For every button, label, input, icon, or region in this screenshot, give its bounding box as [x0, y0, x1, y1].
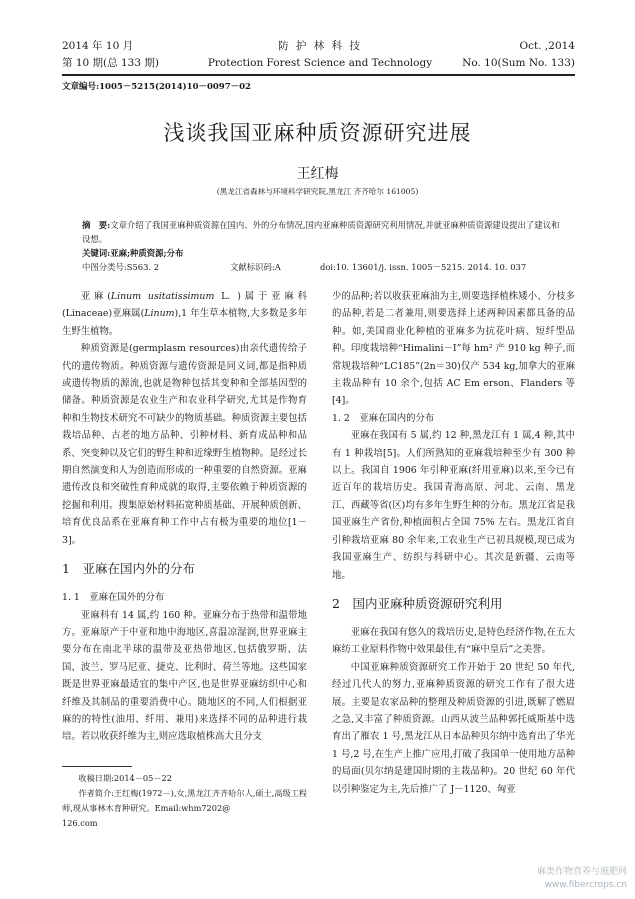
research-paragraph-1: 亚麻在我国有悠久的栽培历史,是特色经济作物,在五大麻纺工业原料作物中效果最佳,有“麻中皇后”之美誉。 — [332, 626, 575, 656]
author-name: 王红梅 — [296, 166, 339, 182]
journal-name-cn: 防 护 林 科 技 — [278, 40, 362, 52]
subsection-heading-1-2: 1. 2 亚麻在国内的分布 — [332, 412, 435, 424]
watermark-url: www.fibercrops.cn — [544, 880, 627, 890]
section-heading-1: 1 亚麻在国内外的分布 — [62, 561, 195, 577]
research-paragraph-2: 中国亚麻种质资源研究工作开始于 20 世纪 50 年代,经过几代人的努力,亚麻种质资源的研究工作有了很大进展。主要是农家品种的整理及种质资源的引进,既解了燃眉之急,又丰富了种质资源。山西从波兰品种郭托威斯基中选育出了雁农 1 号,黑龙江从日本品种贝尔纳中选育出了华光 1 号,2 号,在生产上推广应用,打破了我国单一使用地方品种的局面(贝尔纳是建国时期的主栽品种)。20 世纪 60 年代以引种鉴定为主,先后推广了 J－1120、匈亚 — [332, 661, 575, 795]
abstract-block — [82, 218, 560, 274]
domestic-distribution-paragraph: 亚麻在我国有 5 属,约 12 种,黑龙江有 1 属,4 种,其中有 1 种栽培[5]。人们所熟知的亚麻栽培种至少有 300 种以上。我国自 1906 年引种亚麻(纤用亚麻)以来,至今已有近百年的栽培历史。我国青海高原、河北、云南、黑龙江、西藏等省(区)均有多年生野生种的分布。黑龙江省是我国亚麻生产省份,种植面积占全国 75% 左右。黑龙江省自引种栽培亚麻 80 余年来,工农业生产已初具规模,现已成为我国亚麻生产、纺织与科研中心。其次是新疆、云南等地。 — [332, 430, 575, 581]
header-date-en: Oct. ,2014 — [519, 40, 575, 52]
right-column — [332, 288, 575, 798]
journal-date-issue-en — [462, 38, 575, 72]
header-rule — [62, 74, 575, 76]
keywords: 关键词:亚麻;种质资源;分布 — [82, 248, 184, 258]
footnote-rule — [62, 766, 132, 767]
abstract — [82, 218, 560, 246]
clc-number: 中图分类号:S563. 2 — [82, 262, 160, 272]
site-watermark — [537, 866, 627, 892]
text-run: 亚麻( — [80, 291, 111, 302]
doi: doi:10. 13601/j. issn. 1005－5215. 2014. 10. 037 — [320, 262, 527, 272]
author-affiliation: (黑龙江省森林与环境科学研究院,黑龙江 齐齐哈尔 161005) — [216, 187, 419, 196]
foreign-distribution-paragraph: 亚麻科有 14 属,约 160 种。亚麻分布于热带和温带地方。亚麻原产于中亚和地中海地区,喜温凉湿润,世界亚麻主要分布在南北半球的温带及亚热带地区,包括俄罗斯、法国、波兰、罗马尼亚、捷克、比利时、荷兰等地。这些国家既是世界亚麻最适宜的集中产区,也是世界亚麻纺织中心和纤维及其制品的重要消费中心。随地区的不同,人们根据亚麻的的特性(油用、纤用、兼用)来选择不同的品种进行栽培。若以收获纤维为主,则应选取植株高大且分支 — [62, 609, 307, 743]
subsection-heading-1-1: 1. 1 亚麻在国外的分布 — [62, 592, 165, 604]
latin-genus: Linum — [144, 308, 175, 320]
journal-name-en: Protection Forest Science and Technology — [207, 57, 433, 69]
abstract-text: 文章介绍了我国亚麻种质资源在国内、外的分布情况,国内亚麻种质资源研究利用情况,并就亚麻种质资源建设提出了建议和设想。 — [82, 220, 560, 244]
document-code: 文献标识码:A — [230, 262, 281, 272]
journal-name — [190, 38, 450, 72]
footnote — [62, 771, 314, 831]
section-heading-2: 2 国内亚麻种质资源研究利用 — [332, 595, 503, 611]
foreign-distribution-continued: 少的品种;若以收获亚麻油为主,则要选择植株矮小、分枝多的品种,若是二者兼用,则要选择上述两种因素都具备的品种。如,美国商业化种植的亚麻多为抗花叶病、短纤型品种。印度栽培种“Himalini－I”每 hm² 产 910 kg 种子,而常规栽培种“LC185”(2n＝30)仅产 534 kg,加拿大的亚麻主栽品种有 10 余个,包括 AC Em erson、Flanders 等[4]。 — [332, 291, 575, 407]
abstract-label: 摘 要: — [82, 220, 111, 230]
classification-row — [82, 260, 560, 274]
left-column — [62, 288, 307, 746]
text-run: L. )属于亚麻科(Linaceae)亚麻属( — [62, 291, 307, 320]
received-date: 收稿日期:2014－05－22 — [78, 773, 172, 783]
journal-date-issue — [62, 38, 159, 72]
watermark-name: 麻类作物营养与施肥网 — [536, 867, 627, 877]
paper-title: 浅谈我国亚麻种质资源研究进展 — [163, 121, 472, 145]
header-issue: 第 10 期(总 133 期) — [62, 57, 159, 69]
author-email-domain: 126.com — [62, 818, 98, 828]
latin-name: Linum usitatissimum — [110, 291, 215, 302]
intro-paragraph — [62, 288, 307, 340]
author-bio: 作者简介:王红梅(1972－),女,黑龙江齐齐哈尔人,硕士,高级工程师,现从事林木育种研究。Email:whm7202@ — [62, 788, 308, 813]
header-issue-en: No. 10(Sum No. 133) — [462, 57, 575, 69]
article-number: 文章编号:1005－5215(2014)10－0097－02 — [62, 82, 251, 92]
header-date: 2014 年 10 月 — [62, 40, 134, 52]
text-run: ),1 年生草本植物,大多数是多年生野生植物。 — [62, 308, 307, 337]
germplasm-paragraph: 种质资源是(germplasm resources)由亲代遗传给子代的遗传物质。种质资源与遗传资源是同义词,都是指种质或遗传物质的源流,也就是物种包括其变种和全部基因型的储备。种质资源是农业生产和农业科学研究,尤其是作物育种和生物技术研究不可缺少的物质基础。种质资源主要包括栽培品种、古老的地方品种、引种材料、新育成品种和品系、突变种以及它们的野生种和近缘野生植物种。是经过长期自然演变和人为创造而形成的一种重要的自然资源。亚麻遗传改良和突破性育种成就的取得,主要依赖于种质资源的挖掘和利用。搜集原始材料拓宽种质基础、开展种质创新、培育优良品系在亚麻育种工作中占有极为重要的地位[1－3]。 — [62, 343, 307, 546]
